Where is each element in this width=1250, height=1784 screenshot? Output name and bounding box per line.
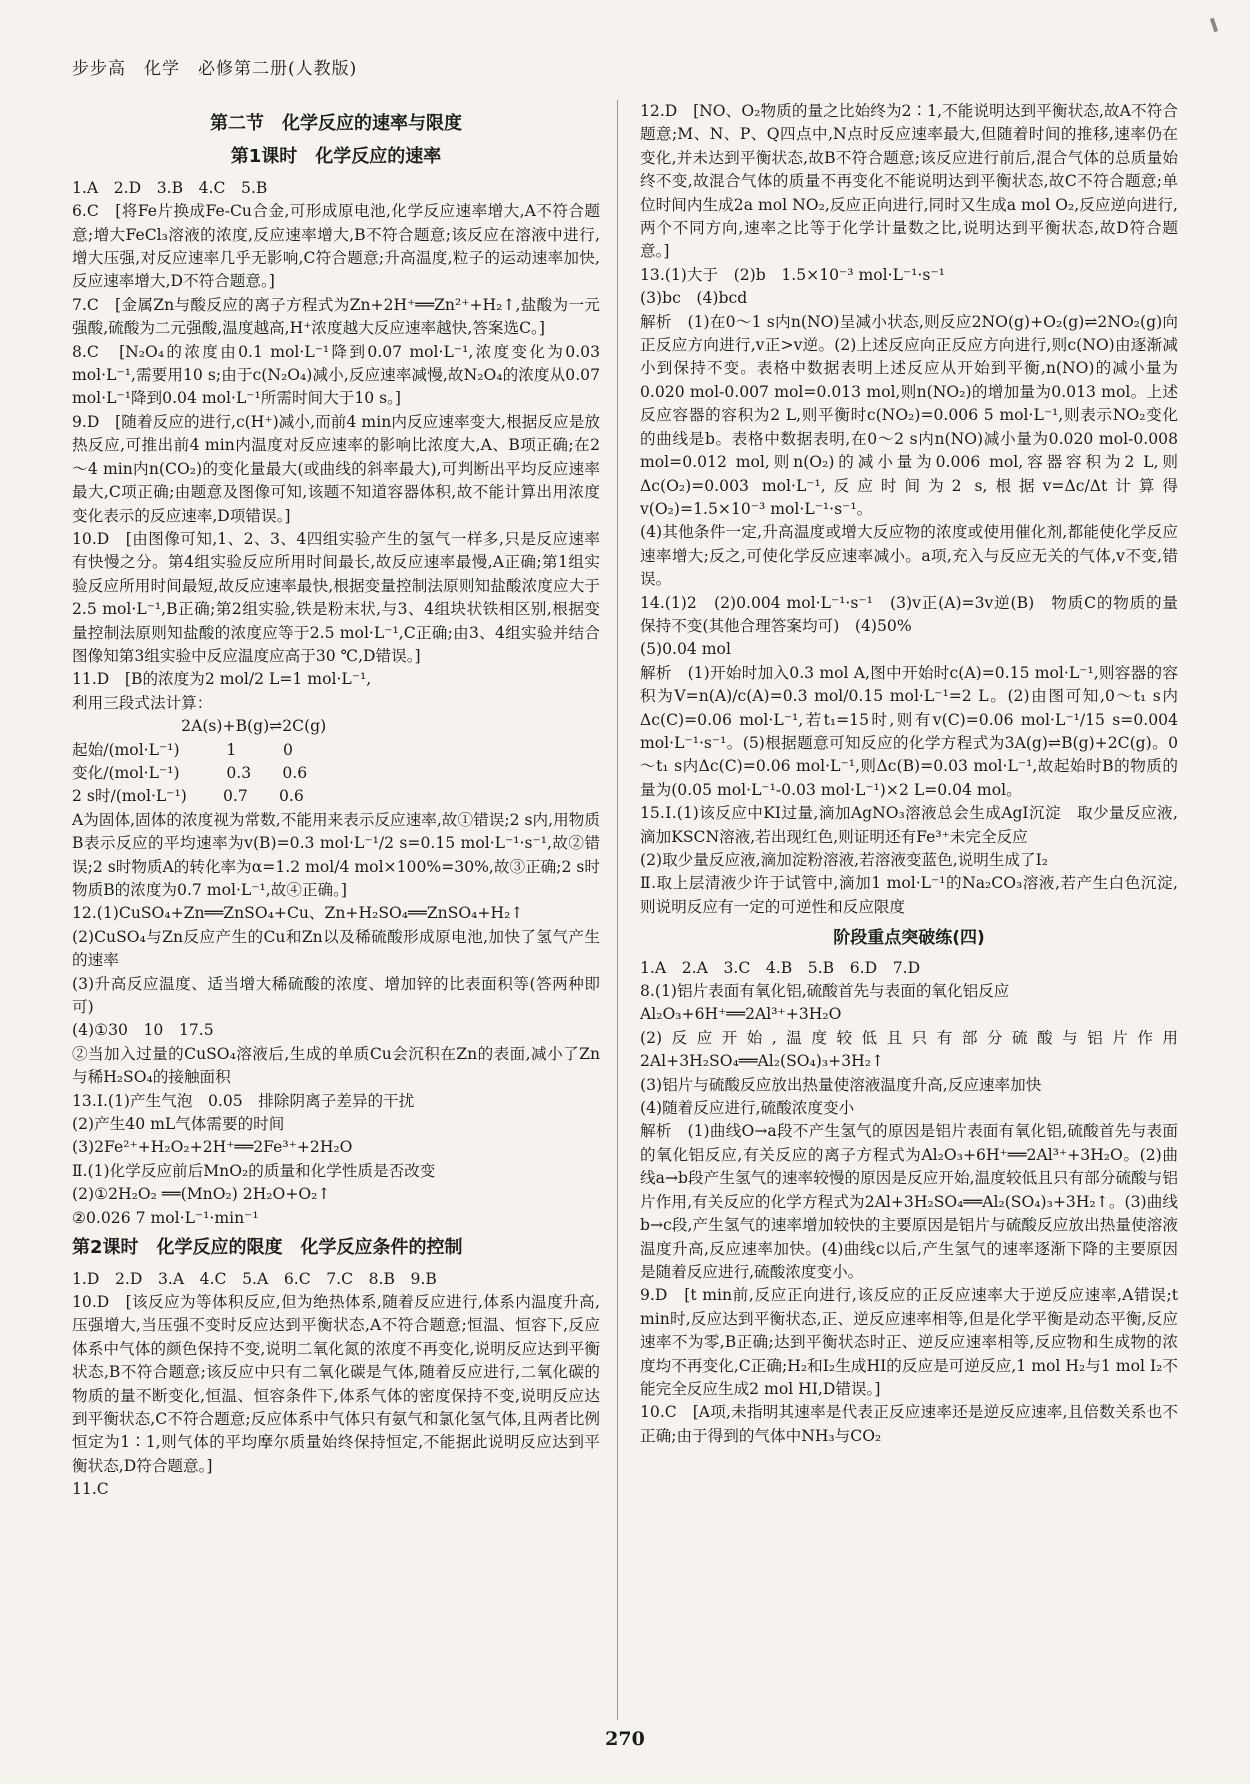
answer-item: 11.C	[72, 1480, 109, 1499]
analysis-item: 解析 (1)曲线O→a段不产生氢气的原因是铝片表面有氧化铝,硫酸首先与表面的氧化铝反应,有关反应的离子方程式为Al₂O₃+6H⁺══2Al³⁺+3H₂O。(2)曲线a→b段产生氢气的速率较慢的原因是反应开始,温度较低且只有部分硫酸与铝片作用,有关反应的化学方程式为2Al+3H₂SO₄══Al₂(SO₄)₃+3H₂↑。(3)曲线b→c段,产生氢气的速率增加较快的主要原因是铝片与硫酸反应放出热量使溶液温度升高,反应速率加快。(4)曲线c以后,产生氢气的速率逐渐下降的主要原因是随着反应进行,硫酸浓度变小。	[640, 1122, 1178, 1281]
three-stage-table: 利用三段式法计算： 2A(s)+B(g)⇌2C(g) 起始/(mol·L⁻¹) 1 0 变化/(mol·L⁻¹) 0.3 0.6 2 s时/(mol·L⁻¹) 0.7 0.6	[72, 693, 327, 806]
answer-item: 8.C [N₂O₄的浓度由0.1 mol·L⁻¹降到0.07 mol·L⁻¹,浓度变化为0.03 mol·L⁻¹,需要用10 s;由于c(N₂O₄)减小,反应速率减慢,故N₂O₄的浓度从0.07 mol·L⁻¹降到0.04 mol·L⁻¹所需时间大于10 s。]	[72, 342, 605, 408]
left-column	[72, 100, 605, 1502]
answer-item: 10.D [该反应为等体积反应,但为绝热体系,随着反应进行,体系内温度升高,压强增大,当压强不变时反应达到平衡状态,A不符合题意;恒温、恒容下,反应体系中气体的颜色保持不变,说明二氧化氮的浓度不再变化,说明反应达到平衡状态,B不符合题意;该反应中只有二氧化碳是气体,随着反应进行,二氧化碳的物质的量不断变化,恒温、恒容条件下,体系气体的密度保持不变,说明反应达到平衡状态,C不符合题意;反应体系中气体只有氨气和氯化氢气体,且两者比例恒定为1∶1,则气体的平均摩尔质量始终保持恒定,不能据此说明反应达到平衡状态,D符合题意。]	[72, 1292, 600, 1475]
lesson1-answers	[72, 177, 605, 1230]
answer-item: 13.Ⅰ.(1)产生气泡 0.05 排除阴离子差异的干扰 (2)产生40 mL气体需要的时间 (3)2Fe²⁺+H₂O₂+2H⁺══2Fe³⁺+2H₂O Ⅱ.(1)化学反应前后MnO₂的质量和化学性质是否改变 (2)①2H₂O₂ ══(MnO₂) 2H₂O+O₂↑ ②0.026 7 mol·L⁻¹·min⁻¹	[72, 1091, 436, 1227]
lesson2-title: 第2课时 化学反应的限度 化学反应条件的控制	[72, 1237, 463, 1259]
lesson2-answers	[72, 1268, 600, 1502]
answer-item: 10.C [A项,未指明其速率是代表正反应速率还是逆反应速率,且倍数关系也不正确;由于得到的气体中NH₃与CO₂	[640, 1403, 1178, 1445]
analysis-item: 解析 (1)开始时加入0.3 mol A,图中开始时c(A)=0.15 mol·L⁻¹,则容器的容积为V=n(A)/c(A)=0.3 mol/0.15 mol·L⁻¹=2 L。(2)由图可知,0～t₁ s内Δc(C)=0.06 mol·L⁻¹,若t₁=15时,则有v(C)=0.06 mol·L⁻¹/15 s=0.004 mol·L⁻¹·s⁻¹。(5)根据题意可知反应的化学方程式为3A(g)⇌B(g)+2C(g)。0～t₁ s内Δc(C)=0.06 mol·L⁻¹,则Δc(B)=0.03 mol·L⁻¹,故起始时B的物质的量为(0.05 mol·L⁻¹-0.03 mol·L⁻¹)×2 L=0.04 mol。	[640, 663, 1183, 799]
answer-item: 8.(1)铝片表面有氧化铝,硫酸首先与表面的氧化铝反应 Al₂O₃+6H⁺══2Al³⁺+3H₂O (2)反应开始,温度较低且只有部分硫酸与铝片作用 2Al+3H₂SO₄══Al₂(SO₄)₃+3H₂↑ (3)铝片与硫酸反应放出热量使溶液温度升高,反应速率加快 (4)随着反应进行,硫酸浓度变小	[640, 982, 1178, 1118]
answer-item: 1.A 2.D 3.B 4.C 5.B	[72, 178, 268, 197]
answer-item: 1.D 2.D 3.A 4.C 5.A 6.C 7.C 8.B 9.B	[72, 1269, 437, 1288]
answer-item: 1.A 2.A 3.C 4.B 5.B 6.D 7.D	[640, 958, 921, 977]
answer-item: 10.D [由图像可知,1、2、3、4四组实验产生的氢气一样多,只是反应速率有快慢之分。第4组实验反应所用时间最长,故反应速率最慢,A正确;第1组实验反应所用时间最短,故反应速率最快,根据变量控制法原则知盐酸浓度应大于2.5 mol·L⁻¹,B正确;第2组实验,铁是粉末状,与3、4组块状铁相区别,根据变量控制法原则知盐酸的浓度应等于2.5 mol·L⁻¹,C正确;由3、4组实验并结合图像知第3组实验中反应温度应高于30 ℃,D错误。]	[72, 529, 600, 665]
answer-item: 15.Ⅰ.(1)该反应中KI过量,滴加AgNO₃溶液总会生成AgI沉淀 取少量反应液,滴加KSCN溶液,若出现红色,则证明还有Fe³⁺未完全反应 (2)取少量反应液,滴加淀粉溶液,若溶液变蓝色,说明生成了I₂ Ⅱ.取上层清液少许于试管中,滴加1 mol·L⁻¹的Na₂CO₃溶液,若产生白色沉淀,则说明反应有一定的可逆性和反应限度	[640, 804, 1178, 916]
corner-mark	[1210, 18, 1218, 33]
answer-item: A为固体,固体的浓度视为常数,不能用来表示反应速率,故①错误;2 s内,用物质B表示反应的平均速率为v(B)=0.3 mol·L⁻¹/2 s=0.15 mol·L⁻¹·s⁻¹,故②错误;2 s时物质A的转化率为α=1.2 mol/4 mol×100%=30%,故③正确;2 s时物质B的浓度为0.7 mol·L⁻¹,故④正确。]	[72, 810, 600, 899]
column-divider	[617, 100, 618, 1720]
answer-item: 9.D [t min前,反应正向进行,该反应的正反应速率大于逆反应速率,A错误;t min时,反应达到平衡状态,正、逆反应速率相等,但是化学平衡是动态平衡,反应速率不为零,B正确;达到平衡状态时正、逆反应速率相等,反应物和生成物的浓度均不再变化,C正确;H₂和I₂生成HI的反应是可逆反应,1 mol H₂与1 mol I₂不能完全反应生成2 mol HI,D错误。]	[640, 1286, 1183, 1398]
lesson1-title: 第1课时 化学反应的速率	[230, 146, 442, 168]
analysis-item: 解析 (1)在0～1 s内n(NO)呈减小状态,则反应2NO(g)+O₂(g)⇌2NO₂(g)向正反应方向进行,v正>v逆。(2)上述反应向正反应方向进行,则c(NO)由逐渐减小到保持不变。表格中数据表明上述反应从开始到平衡,n(NO)的减小量为0.020 mol-0.007 mol=0.013 mol,则n(NO₂)的增加量为0.013 mol。上述反应容器的容积为2 L,则平衡时c(NO₂)=0.006 5 mol·L⁻¹,则表示NO₂变化的曲线是b。表格中数据表明,在0～2 s内n(NO)减小量为0.020 mol-0.008 mol=0.012 mol,则n(O₂)的减小量为0.006 mol,容器容积为2 L,则Δc(O₂)=0.003 mol·L⁻¹,反应时间为2 s,根据v=Δc/Δt计算得v(O₂)=1.5×10⁻³ mol·L⁻¹·s⁻¹。 (4)其他条件一定,升高温度或增大反应物的浓度或使用催化剂,都能使化学反应速率增大;反之,可使化学反应速率减小。a项,充入与反应无关的气体,v不变,错误。	[640, 312, 1178, 589]
answer-item: 12.D [NO、O₂物质的量之比始终为2∶1,不能说明达到平衡状态,故A不符合题意;M、N、P、Q四点中,N点时反应速率最大,但随着时间的推移,速率仍在变化,并未达到平衡状态,故B不符合题意;该反应进行前后,混合气体的总质量始终不变,故混合气体的质量不再变化不能说明达到平衡状态,故C不符合题意;单位时间内生成2a mol NO₂,反应正向进行,同时又生成a mol O₂,反应逆向进行,两个不同方向,速率之比等于化学计量数之比,说明达到平衡状态,故D符合题意。]	[640, 102, 1178, 261]
answer-item: 12.(1)CuSO₄+Zn══ZnSO₄+Cu、Zn+H₂SO₄══ZnSO₄+H₂↑ (2)CuSO₄与Zn反应产生的Cu和Zn以及稀硫酸形成原电池,加快了氢气产生的速率 (3)升高反应温度、适当增大稀硫酸的浓度、增加锌的比表面积等(答两种即可) (4)①30 10 17.5 ②当加入过量的CuSO₄溶液后,生成的单质Cu会沉积在Zn的表面,减小了Zn与稀H₂SO₄的接触面积	[72, 904, 600, 1087]
right-column	[640, 100, 1183, 1448]
section-title: 第二节 化学反应的速率与限度	[210, 113, 462, 134]
answer-item: 11.D [B的浓度为2 mol/2 L=1 mol·L⁻¹,	[72, 670, 372, 689]
stage-practice-title: 阶段重点突破练(四)	[833, 928, 985, 949]
answer-item: 14.(1)2 (2)0.004 mol·L⁻¹·s⁻¹ (3)v正(A)=3v逆(B) 物质C的物质的量保持不变(其他合理答案均可) (4)50% (5)0.04 mol	[640, 593, 1178, 659]
page-number: 270	[605, 1728, 645, 1750]
answer-item: 7.C [金属Zn与酸反应的离子方程式为Zn+2H⁺══Zn²⁺+H₂↑,盐酸为一元强酸,硫酸为二元强酸,温度越高,H⁺浓度越大反应速率越快,答案选C。]	[72, 295, 600, 338]
answer-item: 9.D [随着反应的进行,c(H⁺)减小,而前4 min内反应速率变大,根据反应是放热反应,可推出前4 min内温度对反应速率的影响比浓度大,A、B项正确;在2～4 min内n(CO₂)的变化量最大(或曲线的斜率最大),可判断出平均反应速率最大,C项正确;由题意及图像可知,该题不知道容器体积,故不能计算出用浓度变化表示的反应速率,D项错误。]	[72, 412, 600, 525]
answer-item: 13.(1)大于 (2)b 1.5×10⁻³ mol·L⁻¹·s⁻¹ (3)bc (4)bcd	[640, 265, 945, 308]
answer-item: 6.C [将Fe片换成Fe-Cu合金,可形成原电池,化学反应速率增大,A不符合题意;增大FeCl₃溶液的浓度,反应速率增大,B不符合题意;该反应在溶液中进行,增大压强,对反应速率几乎无影响,C符合题意;升高温度,粒子的运动速率加快,反应速率增大,D不符合题意。]	[72, 202, 600, 291]
running-header: 步步高 化学 必修第二册(人教版)	[72, 59, 358, 79]
